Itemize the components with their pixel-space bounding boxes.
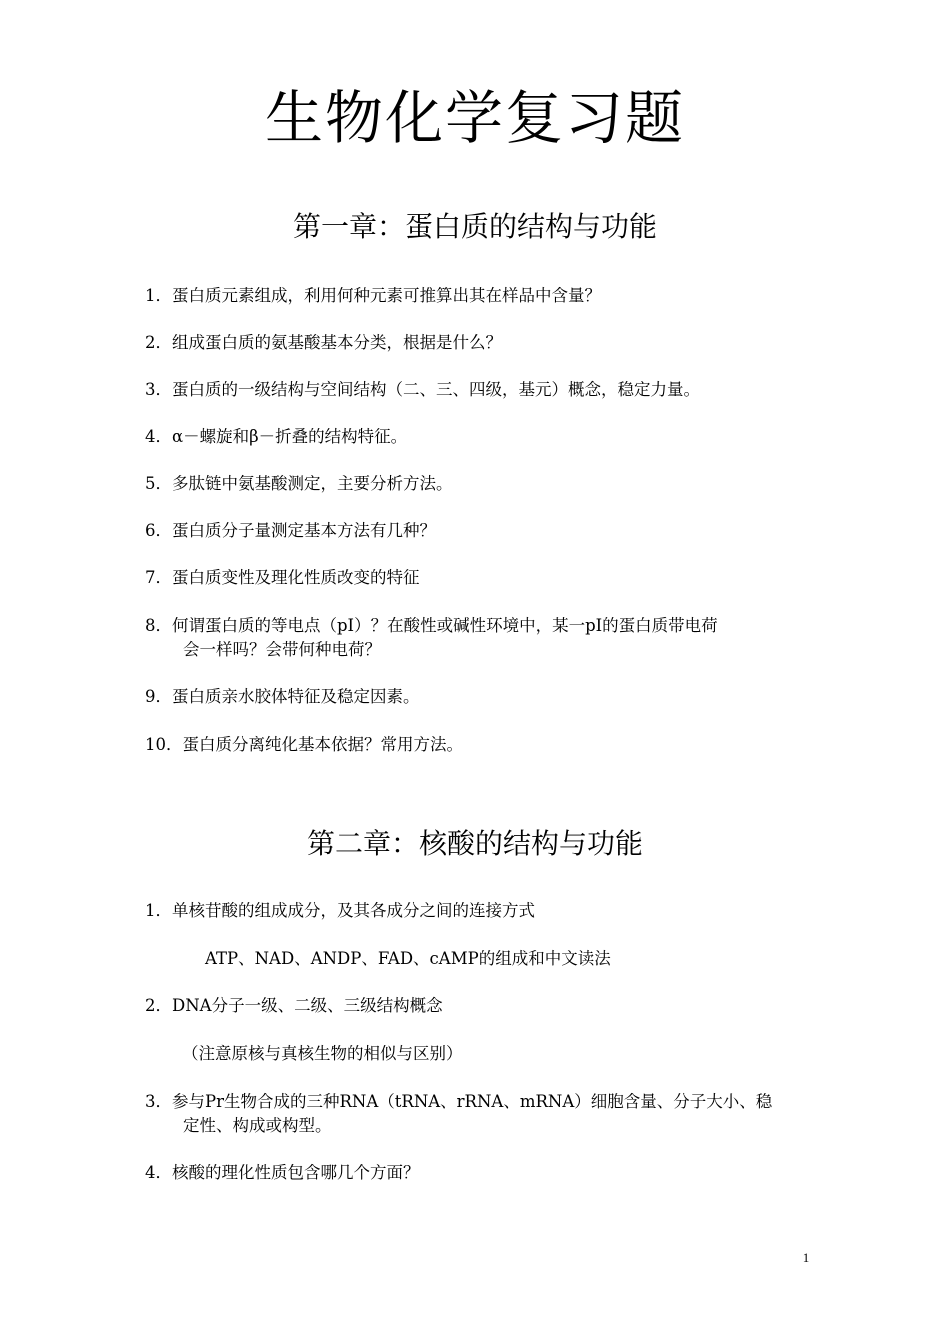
chapter1-question-8-line1: 8．何谓蛋白质的等电点（pI）？在酸性或碱性环境中，某一pI的蛋白质带电荷 [145,616,718,635]
chapter1-question-8-line2: 会一样吗？会带何种电荷？ [183,640,381,659]
chapter2-question-2-note: （注意原核与真核生物的相似与区别） [182,1044,463,1063]
page-number: 1 [802,1250,810,1265]
chapter1-question-1: 1．蛋白质元素组成，利用何种元素可推算出其在样品中含量？ [145,286,601,305]
chapter2-question-3-line1: 3．参与Pr生物合成的三种RNA（tRNA、rRNA、mRNA）细胞含量、分子大小、稳 [145,1092,773,1111]
chapter1-question-7: 7．蛋白质变性及理化性质改变的特征 [145,568,420,587]
chapter1-question-3: 3．蛋白质的一级结构与空间结构（二、三、四级，基元）概念，稳定力量。 [145,380,700,399]
chapter2-question-4: 4．核酸的理化性质包含哪几个方面？ [145,1163,420,1182]
chapter1-question-6: 6．蛋白质分子量测定基本方法有几种？ [145,521,436,540]
chapter1-question-9: 9．蛋白质亲水胶体特征及稳定因素。 [145,687,420,706]
chapter1-question-4: 4．α－螺旋和β－折叠的结构特征。 [145,427,408,446]
chapter1-question-5: 5．多肽链中氨基酸测定，主要分析方法。 [145,474,453,493]
chapter1-question-10: 10．蛋白质分离纯化基本依据？常用方法。 [145,735,463,754]
chapter2-question-1-note: ATP、NAD、ANDP、FAD、cAMP的组成和中文读法 [205,949,611,968]
chapter1-heading: 第一章：蛋白质的结构与功能 [292,210,657,243]
chapter2-question-2: 2．DNA分子一级、二级、三级结构概念 [145,996,443,1015]
chapter2-question-3-line2: 定性、构成或构型。 [183,1116,332,1135]
chapter1-question-2: 2．组成蛋白质的氨基酸基本分类，根据是什么？ [145,333,502,352]
chapter2-question-1: 1．单核苷酸的组成成分，及其各成分之间的连接方式 [145,901,535,920]
document-title: 生物化学复习题 [264,84,685,152]
chapter2-question-3 [145,1090,813,1138]
chapter1-question-8 [145,614,813,662]
chapter2-heading: 第二章：核酸的结构与功能 [306,827,643,860]
